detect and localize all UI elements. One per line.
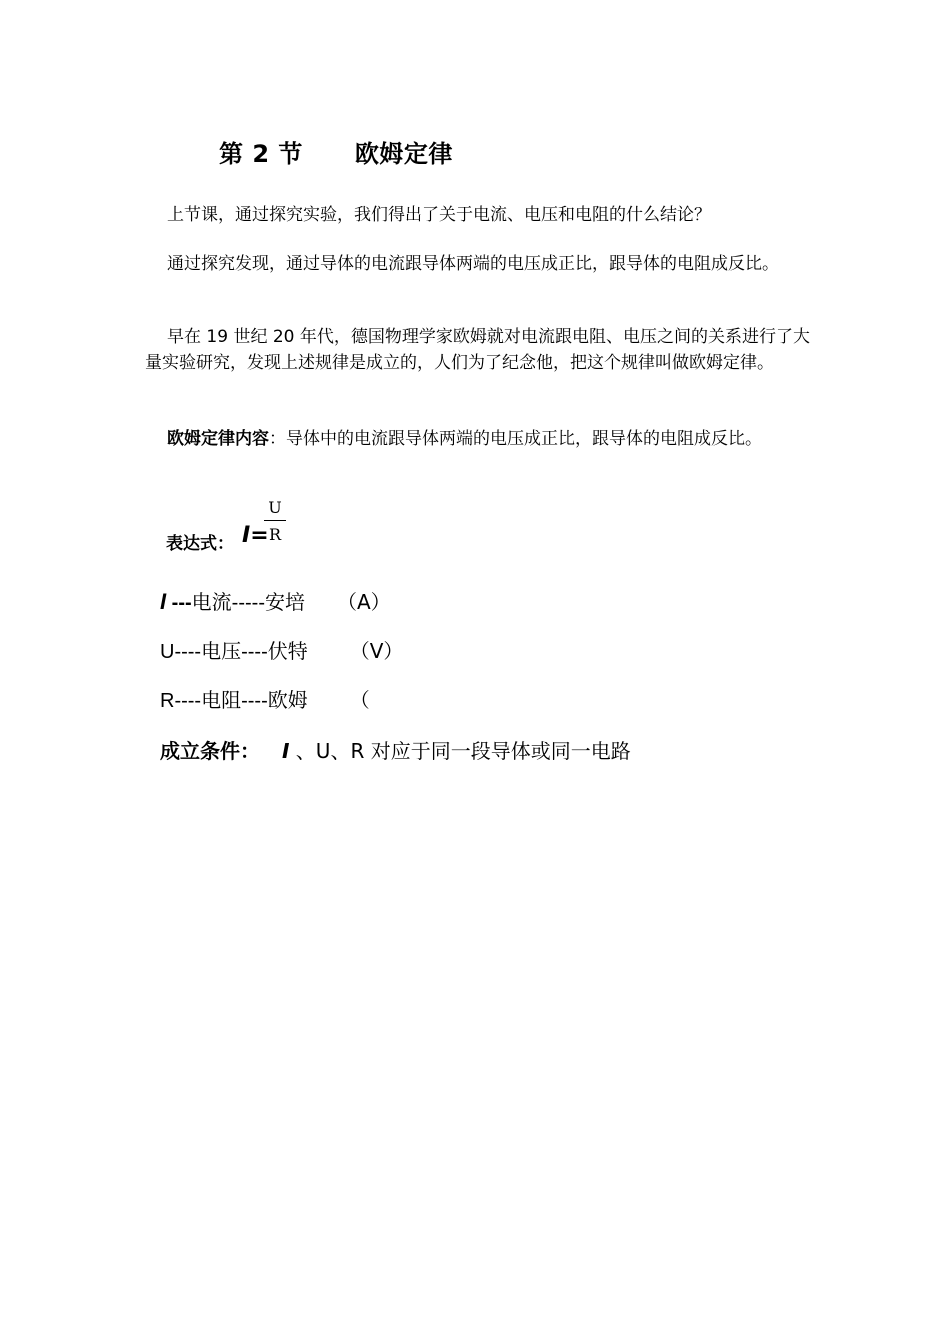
- page-title: [219, 134, 453, 169]
- unit-name: 伏特: [267, 639, 308, 663]
- fraction-bar: [264, 520, 286, 521]
- paragraph-finding: 通过探究发现，通过导体的电流跟导体两端的电压成正比，跟导体的电阻成反比。: [167, 254, 779, 274]
- unit-line-current: [160, 586, 391, 615]
- unit-symbol: R: [160, 690, 175, 712]
- formula-denominator: R: [268, 525, 282, 544]
- unit-line-resistance: [160, 684, 370, 713]
- unit-dashes: ----: [241, 690, 268, 712]
- unit-separator: ----: [174, 690, 202, 712]
- formula-label: 表达式：: [166, 534, 234, 554]
- law-content-colon: ：: [269, 429, 286, 449]
- unit-quantity: 电流: [191, 590, 232, 614]
- formula-equals: =: [250, 523, 269, 548]
- unit-quantity: 电阻: [201, 688, 242, 712]
- unit-dashes: -----: [231, 592, 265, 614]
- formula-current-symbol: I: [242, 523, 251, 548]
- paragraph-question: 上节课，通过探究实验，我们得出了关于电流、电压和电阻的什么结论？: [167, 205, 711, 225]
- unit-abbrev: （: [349, 688, 370, 712]
- unit-line-voltage: [160, 635, 403, 664]
- paragraph-history: 早在 19 世纪 20 年代，德国物理学家欧姆就对电流跟电阻、电压之间的关系进行了大量实验研究，发现上述规律是成立的，人们为了纪念他，把这个规律叫做欧姆定律。: [145, 327, 810, 373]
- section-number: 第 2 节: [219, 140, 303, 168]
- condition-current-symbol: I: [282, 739, 290, 763]
- condition-text: 、U、R 对应于同一段导体或同一电路: [289, 739, 631, 763]
- section-name: 欧姆定律: [354, 140, 453, 168]
- unit-name: 欧姆: [267, 688, 308, 712]
- unit-abbrev: （V）: [349, 639, 404, 663]
- unit-name: 安培: [264, 590, 305, 614]
- law-content-label: 欧姆定律内容: [167, 429, 269, 449]
- validity-condition: [160, 735, 631, 764]
- unit-symbol: I: [160, 589, 167, 614]
- unit-abbrev: （A）: [336, 590, 391, 614]
- condition-label: 成立条件：: [160, 739, 260, 763]
- law-content-text: 导体中的电流跟导体两端的电压成正比，跟导体的电阻成反比。: [286, 429, 762, 449]
- formula-fraction: [264, 498, 286, 545]
- unit-separator: ----: [174, 641, 202, 663]
- unit-dashes: ----: [241, 641, 268, 663]
- unit-separator: ---: [166, 592, 192, 614]
- formula-numerator: U: [268, 498, 282, 517]
- unit-symbol: U: [160, 641, 175, 663]
- unit-quantity: 电压: [201, 639, 242, 663]
- paragraph-law-content: [145, 426, 810, 452]
